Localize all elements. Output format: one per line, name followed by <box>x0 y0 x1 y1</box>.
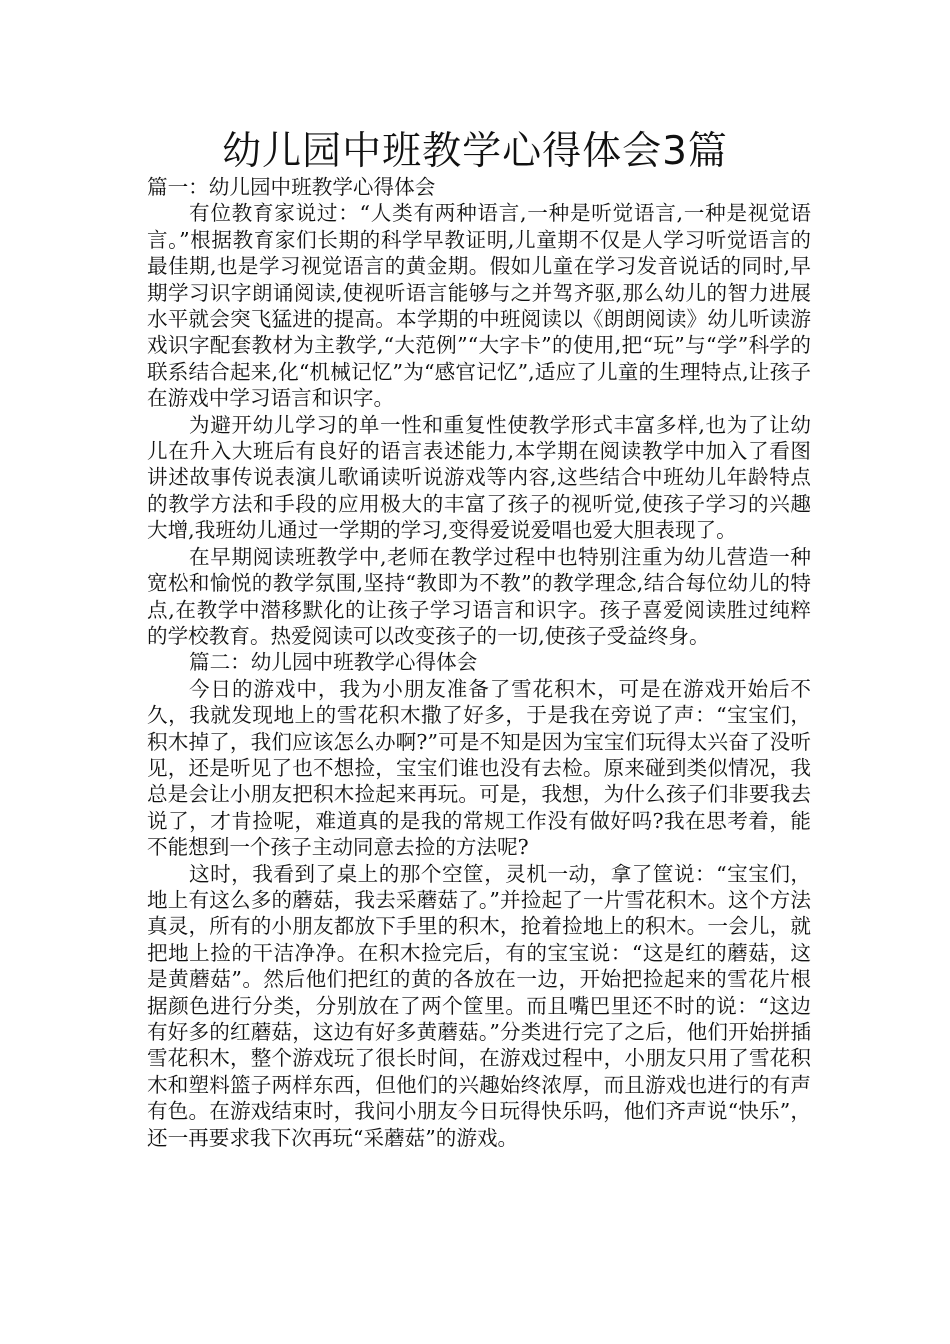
section-2-paragraph-2: 这时，我看到了桌上的那个空筐，灵机一动，拿了筐说：“宝宝们，地上有这么多的蘑菇，我去采蘑菇了。”并捡起了一片雪花积木。这个方法真灵，所有的小朋友都放下手里的积木，抢着捡地上的积木。一会儿，就把地上捡的干洁净净。在积木捡完后，有的宝宝说：“这是红的蘑菇，这是黄蘑菇”。然后他们把红的黄的各放在一边，开始把捡起来的雪花片根据颜色进行分类，分别放在了两个筐里。而且嘴巴里还不时的说：“这边有好多的红蘑菇，这边有好多黄蘑菇。”分类进行完了之后，他们开始拼插雪花积木，整个游戏玩了很长时间，在游戏过程中，小朋友只用了雪花积木和塑料篮子两样东西，但他们的兴趣始终浓厚，而且游戏也进行的有声有色。在游戏结束时，我问小朋友今日玩得快乐吗，他们齐声说“快乐”，还一再要求我下次再玩“采蘑菇”的游戏。 <box>147 861 811 1150</box>
section-1-paragraph-2: 为避开幼儿学习的单一性和重复性使教学形式丰富多样,也为了让幼儿在升入大班后有良好的语言表述能力,本学期在阅读教学中加入了看图讲述故事传说表演儿歌诵读听说游戏等内容,这些结合中班幼儿年龄特点的教学方法和手段的应用极大的丰富了孩子的视听觉,使孩子学习的兴趣大增,我班幼儿通过一学期的学习,变得爱说爱唱也爱大胆表现了。 <box>147 412 811 543</box>
document-body <box>147 174 811 1151</box>
section-1-paragraph-1: 有位教育家说过：“人类有两种语言,一种是听觉语言,一种是视觉语言。”根据教育家们长期的科学早教证明,儿童期不仅是人学习听觉语言的最佳期,也是学习视觉语言的黄金期。假如儿童在学习发音说话的同时,早期学习识字朗诵阅读,使视听语言能够与之并驾齐驱,那么幼儿的智力进展水平就会突飞猛进的提高。本学期的中班阅读以《朗朗阅读》幼儿听读游戏识字配套教材为主教学,“大范例”“大字卡”的使用,把“玩”与“学”科学的联系结合起来,化“机械记忆”为“感官记忆”,适应了儿童的生理特点,让孩子在游戏中学习语言和识字。 <box>147 201 811 411</box>
section-1-heading: 篇一：幼儿园中班教学心得体会 <box>147 175 436 199</box>
section-2-paragraph-1: 今日的游戏中，我为小朋友准备了雪花积木，可是在游戏开始后不久，我就发现地上的雪花积木撒了好多，于是我在旁说了声：“宝宝们，积木掉了，我们应该怎么办啊?”可是不知是因为宝宝们玩得太兴奋了没听见，还是听见了也不想捡，宝宝们谁也没有去检。原来碰到类似情况，我总是会让小朋友把积木捡起来再玩。可是，我想，为什么孩子们非要我去说了，才肯捡呢，难道真的是我的常规工作没有做好吗?我在思考着，能不能想到一个孩子主动同意去捡的方法呢? <box>147 676 811 860</box>
section-2-heading: 篇二：幼儿园中班教学心得体会 <box>189 650 478 675</box>
section-1-paragraph-3: 在早期阅读班教学中,老师在教学过程中也特别注重为幼儿营造一种宽松和愉悦的教学氛围,坚持“教即为不教”的教学理念,结合每位幼儿的特点,在教学中潜移默化的让孩子学习语言和识字。孩子喜爱阅读胜过纯粹的学校教育。热爱阅读可以改变孩子的一切,使孩子受益终身。 <box>147 544 811 648</box>
document-title: 幼儿园中班教学心得体会3篇 <box>222 129 728 174</box>
